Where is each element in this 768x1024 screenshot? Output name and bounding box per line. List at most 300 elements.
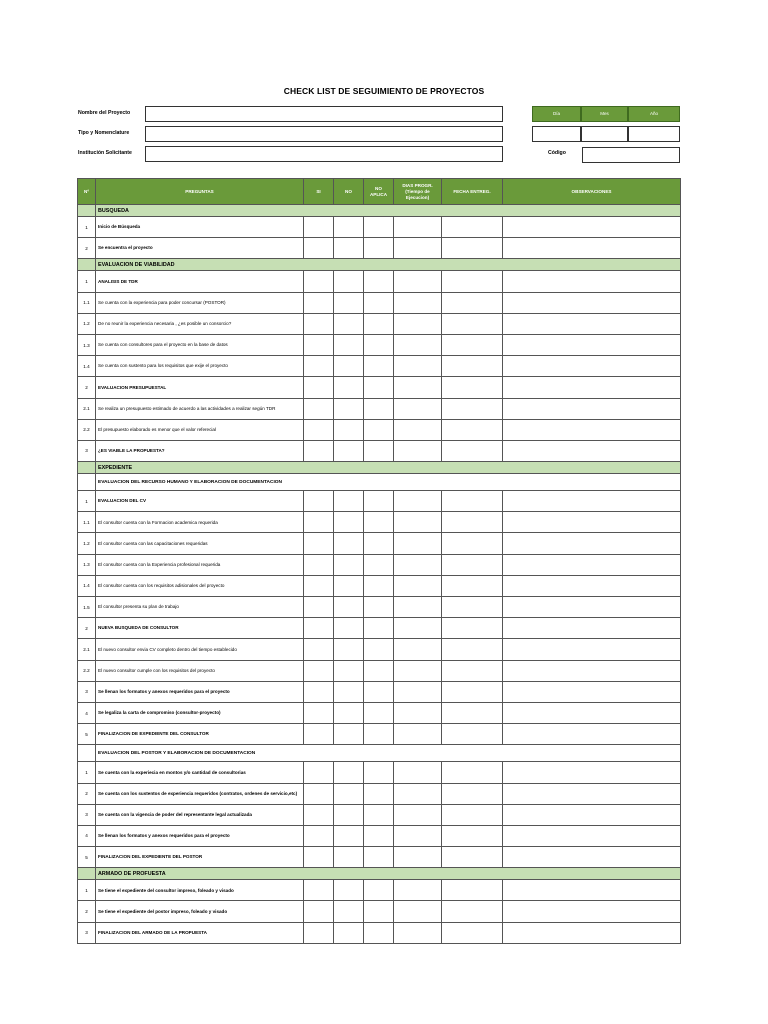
observaciones-cell[interactable] xyxy=(503,334,681,355)
item-number: 2.1 xyxy=(78,639,96,660)
observaciones-cell[interactable] xyxy=(503,356,681,377)
col-observaciones: OBSERVACIONES xyxy=(503,179,681,205)
section-label: EVALUACION DEL POSTOR Y ELABORACION DE DOCUMENTACION xyxy=(96,745,681,762)
fecha-cell[interactable] xyxy=(442,238,503,259)
no-cell[interactable] xyxy=(334,804,364,825)
fecha-cell[interactable] xyxy=(442,880,503,901)
si-cell[interactable] xyxy=(304,880,334,901)
si-cell[interactable] xyxy=(304,533,334,554)
item-number: 5 xyxy=(78,724,96,745)
fecha-cell[interactable] xyxy=(442,724,503,745)
si-cell[interactable] xyxy=(304,681,334,702)
dias-cell[interactable] xyxy=(394,554,442,575)
si-cell[interactable] xyxy=(304,271,334,292)
item-number: 1.3 xyxy=(78,334,96,355)
si-cell[interactable] xyxy=(304,847,334,868)
item-question: FINALIZACION DE EXPEDIENTE DEL CONSULTOR xyxy=(96,724,304,745)
observaciones-cell[interactable] xyxy=(503,639,681,660)
dias-cell[interactable] xyxy=(394,419,442,440)
dias-cell[interactable] xyxy=(394,922,442,943)
year-field[interactable] xyxy=(628,126,680,142)
si-cell[interactable] xyxy=(304,419,334,440)
dias-cell[interactable] xyxy=(394,377,442,398)
si-cell[interactable] xyxy=(304,762,334,783)
no-aplica-cell[interactable] xyxy=(364,334,394,355)
dias-cell[interactable] xyxy=(394,575,442,596)
no-cell[interactable] xyxy=(334,419,364,440)
no-cell[interactable] xyxy=(334,702,364,723)
si-cell[interactable] xyxy=(304,804,334,825)
item-question: El consultor cuenta con los requisitos adisionales del proyecto xyxy=(96,575,304,596)
fecha-cell[interactable] xyxy=(442,440,503,461)
section-row xyxy=(78,868,681,880)
observaciones-cell[interactable] xyxy=(503,660,681,681)
table-row xyxy=(78,440,681,461)
dias-cell[interactable] xyxy=(394,901,442,922)
no-aplica-cell[interactable] xyxy=(364,313,394,334)
table-row xyxy=(78,922,681,943)
no-aplica-cell[interactable] xyxy=(364,660,394,681)
no-aplica-cell[interactable] xyxy=(364,901,394,922)
table-row xyxy=(78,901,681,922)
observaciones-cell[interactable] xyxy=(503,238,681,259)
si-cell[interactable] xyxy=(304,901,334,922)
fecha-cell[interactable] xyxy=(442,639,503,660)
dias-cell[interactable] xyxy=(394,783,442,804)
observaciones-cell[interactable] xyxy=(503,825,681,846)
observaciones-cell[interactable] xyxy=(503,702,681,723)
si-cell[interactable] xyxy=(304,597,334,618)
no-cell[interactable] xyxy=(334,681,364,702)
item-question: Se cuenta con consultores para el proyecto en la base de datos xyxy=(96,334,304,355)
page-title: CHECK LIST DE SEGUIMIENTO DE PROYECTOS xyxy=(283,86,485,96)
item-question: Se tiene el expediente del postor impreso, foleado y visado xyxy=(96,901,304,922)
fecha-cell[interactable] xyxy=(442,491,503,512)
observaciones-cell[interactable] xyxy=(503,618,681,639)
item-question: Se cuenta con los sustentos de experiencia requeridos (contratos, ordenes de servicio,etc) xyxy=(96,783,304,804)
fecha-cell[interactable] xyxy=(442,419,503,440)
fecha-cell[interactable] xyxy=(442,702,503,723)
observaciones-cell[interactable] xyxy=(503,880,681,901)
no-aplica-cell[interactable] xyxy=(364,512,394,533)
item-question: Se cuenta con la vigencia de poder del representante legal actualizada xyxy=(96,804,304,825)
no-cell[interactable] xyxy=(334,533,364,554)
item-question: El nuevo consultor cumple con los requisitos del proyecto xyxy=(96,660,304,681)
no-aplica-cell[interactable] xyxy=(364,847,394,868)
item-number: 1 xyxy=(78,762,96,783)
dias-cell[interactable] xyxy=(394,724,442,745)
no-aplica-cell[interactable] xyxy=(364,419,394,440)
no-cell[interactable] xyxy=(334,847,364,868)
no-cell[interactable] xyxy=(334,377,364,398)
fecha-cell[interactable] xyxy=(442,398,503,419)
fecha-cell[interactable] xyxy=(442,356,503,377)
observaciones-cell[interactable] xyxy=(503,922,681,943)
dias-cell[interactable] xyxy=(394,660,442,681)
no-aplica-cell[interactable] xyxy=(364,724,394,745)
item-question: Se cuenta con sustento para los requisitos que exije el proyecto xyxy=(96,356,304,377)
observaciones-cell[interactable] xyxy=(503,533,681,554)
item-question: El consultor cuenta con las capacitaciones requeridas xyxy=(96,533,304,554)
col-no: NO xyxy=(334,179,364,205)
item-question: Se legaliza la carta de compromiso (consultor-proyecto) xyxy=(96,702,304,723)
no-aplica-cell[interactable] xyxy=(364,292,394,313)
table-row xyxy=(78,724,681,745)
year-header: Año xyxy=(628,106,680,122)
observaciones-cell[interactable] xyxy=(503,554,681,575)
observaciones-cell[interactable] xyxy=(503,377,681,398)
no-aplica-cell[interactable] xyxy=(364,825,394,846)
no-cell[interactable] xyxy=(334,238,364,259)
no-aplica-cell[interactable] xyxy=(364,681,394,702)
item-number: 3 xyxy=(78,681,96,702)
no-cell[interactable] xyxy=(334,491,364,512)
dias-cell[interactable] xyxy=(394,356,442,377)
table-row xyxy=(78,217,681,238)
observaciones-cell[interactable] xyxy=(503,271,681,292)
fecha-cell[interactable] xyxy=(442,783,503,804)
si-cell[interactable] xyxy=(304,825,334,846)
fecha-cell[interactable] xyxy=(442,901,503,922)
fecha-cell[interactable] xyxy=(442,762,503,783)
si-cell[interactable] xyxy=(304,783,334,804)
month-field[interactable] xyxy=(581,126,628,142)
dias-cell[interactable] xyxy=(394,533,442,554)
observaciones-cell[interactable] xyxy=(503,724,681,745)
no-cell[interactable] xyxy=(334,271,364,292)
institution-label: Institución Solicitante xyxy=(78,150,132,156)
observaciones-cell[interactable] xyxy=(503,783,681,804)
si-cell[interactable] xyxy=(304,377,334,398)
no-aplica-cell[interactable] xyxy=(364,217,394,238)
no-aplica-cell[interactable] xyxy=(364,238,394,259)
item-number: 2 xyxy=(78,377,96,398)
si-cell[interactable] xyxy=(304,313,334,334)
si-cell[interactable] xyxy=(304,724,334,745)
no-cell[interactable] xyxy=(334,356,364,377)
table-row xyxy=(78,639,681,660)
section-label: EVALUACION DE VIABILIDAD xyxy=(96,259,681,271)
dias-cell[interactable] xyxy=(394,398,442,419)
dias-cell[interactable] xyxy=(394,618,442,639)
si-cell[interactable] xyxy=(304,702,334,723)
col-preguntas: PREGUNTAS xyxy=(96,179,304,205)
col-dias-progr: DIAS PROGR. (Tiempo de Ejecucion) xyxy=(394,179,442,205)
si-cell[interactable] xyxy=(304,618,334,639)
section-label: EXPEDIENTE xyxy=(96,462,681,474)
observaciones-cell[interactable] xyxy=(503,762,681,783)
section-spacer xyxy=(78,205,96,217)
item-number: 5 xyxy=(78,847,96,868)
section-spacer xyxy=(78,745,96,762)
col-no-aplica: NO APLICA xyxy=(364,179,394,205)
table-row xyxy=(78,762,681,783)
table-row xyxy=(78,702,681,723)
fecha-cell[interactable] xyxy=(442,618,503,639)
dias-cell[interactable] xyxy=(394,762,442,783)
si-cell[interactable] xyxy=(304,491,334,512)
observaciones-cell[interactable] xyxy=(503,292,681,313)
fecha-cell[interactable] xyxy=(442,554,503,575)
table-row xyxy=(78,681,681,702)
dias-cell[interactable] xyxy=(394,271,442,292)
fecha-cell[interactable] xyxy=(442,922,503,943)
dias-cell[interactable] xyxy=(394,491,442,512)
fecha-cell[interactable] xyxy=(442,847,503,868)
fecha-cell[interactable] xyxy=(442,660,503,681)
table-row xyxy=(78,313,681,334)
no-aplica-cell[interactable] xyxy=(364,783,394,804)
si-cell[interactable] xyxy=(304,922,334,943)
item-number: 1.3 xyxy=(78,554,96,575)
fecha-cell[interactable] xyxy=(442,597,503,618)
item-question: El consultor presenta su plan de trabajo xyxy=(96,597,304,618)
section-spacer xyxy=(78,474,96,491)
item-question: NUEVA BUSQUEDA DE CONSULTOR xyxy=(96,618,304,639)
fecha-cell[interactable] xyxy=(442,681,503,702)
si-cell[interactable] xyxy=(304,440,334,461)
no-cell[interactable] xyxy=(334,217,364,238)
no-aplica-cell[interactable] xyxy=(364,440,394,461)
institution-field[interactable] xyxy=(145,146,503,162)
section-label: BUSQUEDA xyxy=(96,205,681,217)
si-cell[interactable] xyxy=(304,512,334,533)
no-cell[interactable] xyxy=(334,292,364,313)
dias-cell[interactable] xyxy=(394,804,442,825)
section-row xyxy=(78,259,681,271)
table-row xyxy=(78,419,681,440)
fecha-cell[interactable] xyxy=(442,334,503,355)
item-question: El nuevo consultor envia CV completo dentro del tiempo establecido xyxy=(96,639,304,660)
month-header: Mes xyxy=(581,106,628,122)
fecha-cell[interactable] xyxy=(442,575,503,596)
item-question: El consultor cuenta con la Formacion academica requerida xyxy=(96,512,304,533)
no-cell[interactable] xyxy=(334,440,364,461)
observaciones-cell[interactable] xyxy=(503,901,681,922)
observaciones-cell[interactable] xyxy=(503,398,681,419)
table-row xyxy=(78,356,681,377)
si-cell[interactable] xyxy=(304,356,334,377)
item-number: 2 xyxy=(78,901,96,922)
no-cell[interactable] xyxy=(334,639,364,660)
item-number: 3 xyxy=(78,804,96,825)
si-cell[interactable] xyxy=(304,398,334,419)
dias-cell[interactable] xyxy=(394,440,442,461)
table-row xyxy=(78,292,681,313)
no-aplica-cell[interactable] xyxy=(364,377,394,398)
type-field[interactable] xyxy=(145,126,503,142)
no-cell[interactable] xyxy=(334,575,364,596)
si-cell[interactable] xyxy=(304,292,334,313)
no-aplica-cell[interactable] xyxy=(364,639,394,660)
no-cell[interactable] xyxy=(334,313,364,334)
si-cell[interactable] xyxy=(304,217,334,238)
item-number: 1.4 xyxy=(78,575,96,596)
fecha-cell[interactable] xyxy=(442,292,503,313)
table-row xyxy=(78,597,681,618)
si-cell[interactable] xyxy=(304,639,334,660)
no-aplica-cell[interactable] xyxy=(364,356,394,377)
project-name-field[interactable] xyxy=(145,106,503,122)
no-aplica-cell[interactable] xyxy=(364,597,394,618)
project-name-label: Nombre del Proyecto xyxy=(78,110,131,116)
si-cell[interactable] xyxy=(304,575,334,596)
observaciones-cell[interactable] xyxy=(503,512,681,533)
dias-cell[interactable] xyxy=(394,292,442,313)
item-number: 2 xyxy=(78,618,96,639)
observaciones-cell[interactable] xyxy=(503,847,681,868)
observaciones-cell[interactable] xyxy=(503,313,681,334)
item-question: Se cuenta con la experiencia para poder concursar (POSTOR) xyxy=(96,292,304,313)
fecha-cell[interactable] xyxy=(442,313,503,334)
col-fecha-entreg: FECHA ENTREG. xyxy=(442,179,503,205)
table-row xyxy=(78,271,681,292)
observaciones-cell[interactable] xyxy=(503,217,681,238)
fecha-cell[interactable] xyxy=(442,377,503,398)
no-aplica-cell[interactable] xyxy=(364,554,394,575)
item-question: De no reunir la experiencia necesaria , ¿es posible un consorcio? xyxy=(96,313,304,334)
dias-cell[interactable] xyxy=(394,334,442,355)
no-cell[interactable] xyxy=(334,762,364,783)
no-aplica-cell[interactable] xyxy=(364,880,394,901)
fecha-cell[interactable] xyxy=(442,804,503,825)
no-aplica-cell[interactable] xyxy=(364,762,394,783)
code-field[interactable] xyxy=(582,147,680,163)
observaciones-cell[interactable] xyxy=(503,575,681,596)
item-number: 2.2 xyxy=(78,660,96,681)
dias-cell[interactable] xyxy=(394,639,442,660)
item-question: El consultor cuenta con la Experiencia profesional requerida xyxy=(96,554,304,575)
no-aplica-cell[interactable] xyxy=(364,922,394,943)
item-question: EVALUACION DEL CV xyxy=(96,491,304,512)
item-number: 1 xyxy=(78,491,96,512)
fecha-cell[interactable] xyxy=(442,825,503,846)
si-cell[interactable] xyxy=(304,660,334,681)
no-cell[interactable] xyxy=(334,597,364,618)
no-cell[interactable] xyxy=(334,901,364,922)
type-label: Tipo y Nomenclature xyxy=(78,130,130,136)
item-number: 1.1 xyxy=(78,292,96,313)
table-row xyxy=(78,783,681,804)
table-row xyxy=(78,238,681,259)
si-cell[interactable] xyxy=(304,334,334,355)
item-question: Se llenan los formatos y anexos requeridos para el proyecto xyxy=(96,681,304,702)
table-row xyxy=(78,533,681,554)
no-cell[interactable] xyxy=(334,783,364,804)
section-row xyxy=(78,205,681,217)
observaciones-cell[interactable] xyxy=(503,597,681,618)
dias-cell[interactable] xyxy=(394,847,442,868)
observaciones-cell[interactable] xyxy=(503,804,681,825)
dias-cell[interactable] xyxy=(394,702,442,723)
item-number: 2.2 xyxy=(78,419,96,440)
observaciones-cell[interactable] xyxy=(503,440,681,461)
no-aplica-cell[interactable] xyxy=(364,491,394,512)
table-row xyxy=(78,880,681,901)
item-question: Se tiene el expediente del consultor impreso, foleado y visado xyxy=(96,880,304,901)
fecha-cell[interactable] xyxy=(442,512,503,533)
dias-cell[interactable] xyxy=(394,880,442,901)
item-number: 2 xyxy=(78,238,96,259)
dias-cell[interactable] xyxy=(394,597,442,618)
checklist-body xyxy=(78,205,681,944)
item-question: Se cuenta con la experiecia en montos y/o cantidad de consultorias xyxy=(96,762,304,783)
fecha-cell[interactable] xyxy=(442,271,503,292)
section-row xyxy=(78,462,681,474)
no-cell[interactable] xyxy=(334,334,364,355)
code-label: Código xyxy=(548,150,566,156)
no-cell[interactable] xyxy=(334,512,364,533)
no-aplica-cell[interactable] xyxy=(364,533,394,554)
item-question: EVALUACION PRESUPUESTAL xyxy=(96,377,304,398)
dias-cell[interactable] xyxy=(394,238,442,259)
no-cell[interactable] xyxy=(334,618,364,639)
item-question: FINALIZACION DEL EXPEDIENTE DEL POSTOR xyxy=(96,847,304,868)
no-cell[interactable] xyxy=(334,554,364,575)
no-cell[interactable] xyxy=(334,724,364,745)
dias-cell[interactable] xyxy=(394,217,442,238)
no-aplica-cell[interactable] xyxy=(364,804,394,825)
fecha-cell[interactable] xyxy=(442,533,503,554)
subsection-row xyxy=(78,745,681,762)
item-number: 1 xyxy=(78,271,96,292)
no-cell[interactable] xyxy=(334,825,364,846)
section-label: EVALUACION DEL RECURSO HUMANO Y ELABORACION DE DOCUMENTACION xyxy=(96,474,681,491)
no-cell[interactable] xyxy=(334,398,364,419)
table-row xyxy=(78,377,681,398)
dias-cell[interactable] xyxy=(394,512,442,533)
no-aplica-cell[interactable] xyxy=(364,398,394,419)
item-number: 3 xyxy=(78,922,96,943)
observaciones-cell[interactable] xyxy=(503,419,681,440)
table-row xyxy=(78,660,681,681)
day-field[interactable] xyxy=(532,126,581,142)
item-question: El presupuesto elaborado es menor que el valor referecial xyxy=(96,419,304,440)
dias-cell[interactable] xyxy=(394,825,442,846)
no-cell[interactable] xyxy=(334,660,364,681)
observaciones-cell[interactable] xyxy=(503,491,681,512)
table-row xyxy=(78,847,681,868)
item-question: ANALISIS DE TDR xyxy=(96,271,304,292)
no-aplica-cell[interactable] xyxy=(364,575,394,596)
table-row xyxy=(78,618,681,639)
no-cell[interactable] xyxy=(334,880,364,901)
no-aplica-cell[interactable] xyxy=(364,271,394,292)
si-cell[interactable] xyxy=(304,554,334,575)
fecha-cell[interactable] xyxy=(442,217,503,238)
dias-cell[interactable] xyxy=(394,681,442,702)
item-number: 1.1 xyxy=(78,512,96,533)
item-question: ¿ES VIABLE LA PROPUESTA? xyxy=(96,440,304,461)
no-cell[interactable] xyxy=(334,922,364,943)
section-label: ARMADO DE PROFUESTA xyxy=(96,868,681,880)
item-number: 3 xyxy=(78,440,96,461)
section-spacer xyxy=(78,259,96,271)
no-aplica-cell[interactable] xyxy=(364,702,394,723)
observaciones-cell[interactable] xyxy=(503,681,681,702)
item-number: 1.4 xyxy=(78,356,96,377)
item-question: Inicio de Búsqueda xyxy=(96,217,304,238)
table-row xyxy=(78,398,681,419)
item-number: 1 xyxy=(78,217,96,238)
table-row xyxy=(78,825,681,846)
table-row xyxy=(78,334,681,355)
item-number: 1.2 xyxy=(78,533,96,554)
si-cell[interactable] xyxy=(304,238,334,259)
dias-cell[interactable] xyxy=(394,313,442,334)
item-number: 1 xyxy=(78,880,96,901)
no-aplica-cell[interactable] xyxy=(364,618,394,639)
